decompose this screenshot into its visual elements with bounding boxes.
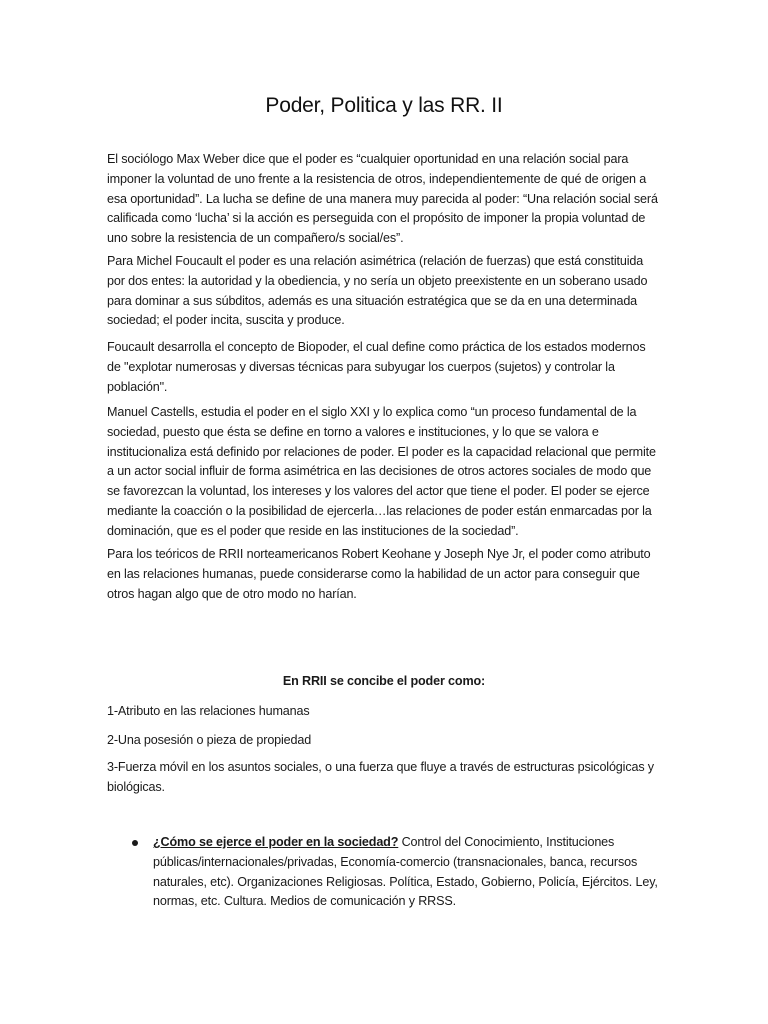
page-title: Poder, Politica y las RR. II <box>265 94 503 117</box>
paragraph-weber: El sociólogo Max Weber dice que el poder es “cualquier oportunidad en una relación social para imponer la voluntad de uno frente a la resistencia de otros, independientemente de qué de origen a esa oportunidad”. La lucha se define de una manera muy parecida al poder: “Una relación social será calificada como ‘lucha’ si la acción es perseguida con el propósito de imponer la propia voluntad de uno sobre la resistencia de un compañero/s social/es”. <box>107 152 658 246</box>
paragraph-castells: Manuel Castells, estudia el poder en el siglo XXI y lo explica como “un proceso fundamental de la sociedad, puesto que ésta se define en torno a valores e instituciones, y lo que se valora e institucionaliza está definido por relaciones de poder. El poder es la capacidad relacional que permite a un actor social influir de forma asimétrica en las decisiones de otros actores sociales de modo que se favorezcan la voluntad, los intereses y los valores del actor que tiene el poder. El poder se ejerce mediante la coacción o la posibilidad de ejercerla…las relaciones de poder están enmarcadas por la dominación, que es el poder que reside en las instituciones de la sociedad”. <box>107 405 656 538</box>
bullet-item <box>107 833 662 912</box>
numbered-item: 3-Fuerza móvil en los asuntos sociales, o una fuerza que fluye a través de estructuras psicológicas y biológicas. <box>107 760 654 794</box>
numbered-item: 1-Atributo en las relaciones humanas <box>107 704 310 718</box>
bullet-answer: Control del Conocimiento, Instituciones públicas/internacionales/privadas, Economía-comercio (transnacionales, banca, recursos naturales, etc). Organizaciones Religiosas. Política, Estado, Gobierno, Policía, Ejércitos. Ley, normas, etc. Cultura. Medios de comunicación y RRSS. <box>153 835 658 909</box>
bullet-dot-icon <box>132 840 138 846</box>
bullet-list <box>107 833 662 912</box>
paragraph-biopoder: Foucault desarrolla el concepto de Biopoder, el cual define como práctica de los estados modernos de "explotar numerosas y diversas técnicas para subyugar los cuerpos (sujetos) y controlar la población". <box>107 340 646 394</box>
paragraph-keohane-nye: Para los teóricos de RRII norteamericanos Robert Keohane y Joseph Nye Jr, el poder como atributo en las relaciones humanas, puede considerarse como la habilidad de un actor para conseguir que otros hagan algo que de otro modo no harían. <box>107 547 651 601</box>
paragraph-foucault: Para Michel Foucault el poder es una relación asimétrica (relación de fuerzas) que está constituida por dos entes: la autoridad y la obediencia, y no sería un objeto preexistente en un soberano usado para dominar a sus súbditos, además es una situación estratégica que se da en una determinada sociedad; el poder incita, suscita y produce. <box>107 254 648 328</box>
bullet-question: ¿Cómo se ejerce el poder en la sociedad? <box>153 835 399 849</box>
numbered-item: 2-Una posesión o pieza de propiedad <box>107 733 312 747</box>
section-subheading: En RRII se concibe el poder como: <box>282 674 486 688</box>
